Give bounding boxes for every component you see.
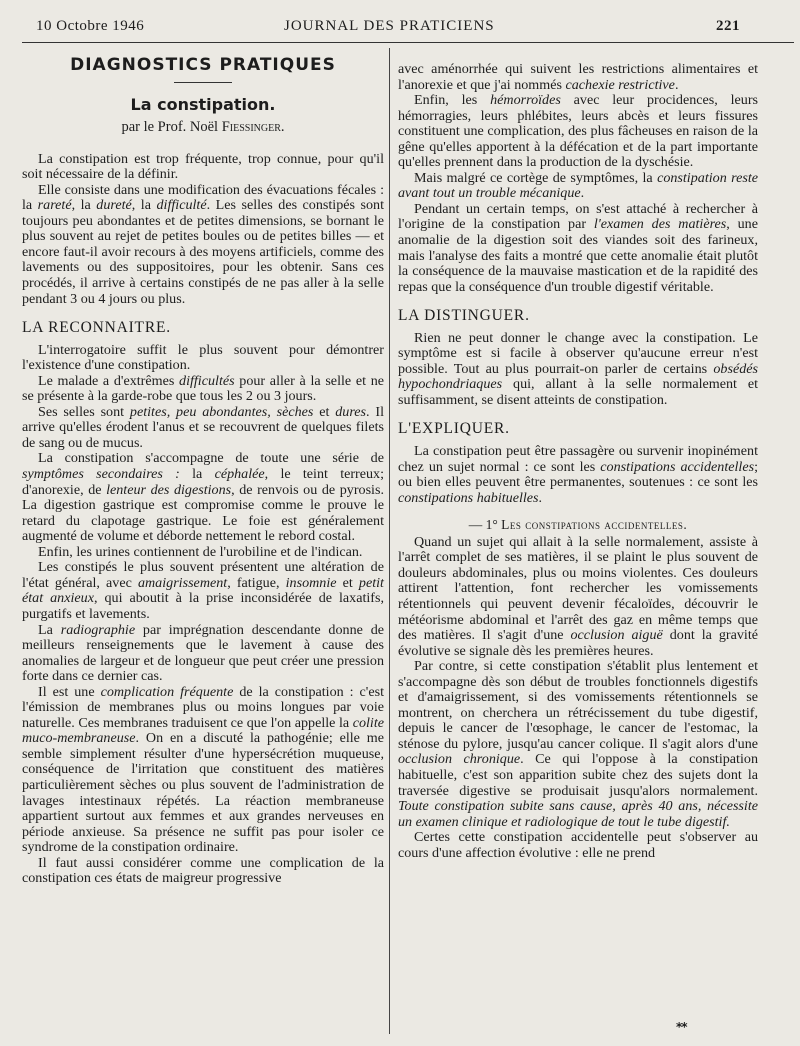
paragraph: Enfin, les urines contiennent de l'urobiline et de l'indican. — [38, 543, 363, 560]
paragraph: L'interrogatoire suffit le plus souvent pour démontrer l'existence d'une constipation. — [22, 341, 384, 374]
title-rule — [174, 82, 232, 83]
paragraph: La constipation s'accompagne de toute une série de symptômes secondaires : la céphalée, le teint terreux; d'anorexie, de lenteur des digestions, de renvois ou de pyrosis. La digestion gastrique est compromise comme le prouve le retard du clapotage gastrique. Le foie est généralement augmenté de volume et déborde nettement le rebord costal. — [22, 450, 385, 545]
paragraph: Certes cette constipation accidentelle peut s'observer au cours d'une affection évolutive : elle ne prend — [398, 829, 758, 861]
page-number: 221 — [716, 18, 740, 34]
issue-date: 10 Octobre 1946 — [36, 18, 145, 34]
heading-distinguer: LA DISTINGUER. — [398, 307, 530, 325]
author-name: Fiessinger. — [221, 119, 285, 136]
paragraph: Quand un sujet qui allait à la selle normalement, assiste à l'arrêt complet de ses matières, il se plaint le plus souvent de douleurs abdominales, plus ou moins violentes. Ces douleurs attirent l'attention, font rechercher les vomissements rétentionnels qui peuvent devenir fécaloïdes, découvrir le météorisme abdominal et l'arrêt des gaz en même temps que des matières. Il s'agit d'une occlusion aiguë dont la gravité évolutive se signale dès les premières heures. — [398, 533, 758, 659]
paragraph: Par contre, si cette constipation s'établit plus lentement et s'accompagne dès son début de troubles fonctionnels digestifs et d'amaigrissement, si des vomissements rétentionnels se montrent, on cherchera un rétrécissement du tube digestif, depuis le cancer de l'œsophage, le cancer de l'estomac, la sténose du pylore, jusqu'au cancer colique. Il s'agit alors d'une occlusion chronique. Ce qui l'oppose à la constipation habituelle, c'est son apparition subite chez des sujets dont la traversée digestive se produisait jusqu'alors normalement. Toute constipation subite sans cause, après 40 ans, nécessite un examen clinique et radiologique de tout le tube digestif. — [398, 658, 758, 830]
paragraph: Les constipés le plus souvent présentent une altération de l'état général, avec amaigrissement, fatigue, insomnie et petit état anxieux, qui aboutit à la prise inconsidérée de laxatifs, purgatifs et lavements. — [22, 559, 385, 622]
journal-name: JOURNAL DES PRATICIENS — [284, 18, 495, 34]
paragraph: Il est une complication fréquente de la constipation : c'est l'émission de membranes plus ou moins longues par voie naturelle. Ces membranes traduisent ce que l'on appelle la colite muco-membraneuse. On en a discuté la pathogénie; elle me semble simplement résulter d'une hypersécrétion muqueuse, conséquence de l'irritation que constituent des matières particulièrement sèches ou plus souvent de l'administration de lavages intestinaux répétés. La réaction membraneuse appartient surtout aux femmes et aux grandes nerveuses en période anxieuse. Sa présence ne suffit pas pour isoler ce syndrome de la constipation ordinaire. — [22, 683, 384, 856]
section-title: DIAGNOSTICS PRATIQUES — [70, 55, 336, 75]
paragraph: La constipation peut être passagère ou survenir inopinément chez un sujet normal : ce sont les constipations accidentelles; ou bien elles peuvent être permanentes, soutenues : ce sont les constipations habituelles. — [398, 443, 758, 506]
heading-expliquer: L'EXPLIQUER. — [398, 420, 510, 438]
paragraph: Mais malgré ce cortège de symptômes, la constipation reste avant tout un trouble mécanique. — [398, 169, 758, 202]
paragraph: La radiographie par imprégnation descendante donne de meilleurs renseignements que le lavement à cause des anomalies de largeur et de longueur que peut créer une pression forte dans ce dernier cas. — [22, 621, 385, 685]
right-column — [398, 62, 758, 861]
byline — [22, 120, 384, 136]
paragraph: Le malade a d'extrêmes difficultés pour aller à la selle et ne se présente à la garde-robe que tous les 2 ou 3 jours. — [22, 372, 384, 405]
paragraph: avec aménorrhée qui suivent les restrictions alimentaires et l'anorexie et que j'ai nommés cachexie restrictive. — [398, 61, 758, 93]
paragraph: Pendant un certain temps, on s'est attaché à rechercher à l'origine de la constipation par l'examen des matières, une anomalie de la digestion soit des viandes soit des farineux, mais l'analyse des faits a montré que cette anomalie était plutôt la conséquence de la mauvaise mastication et de la rapidité des repas que la conséquence d'un trouble digestif véritable. — [398, 200, 758, 295]
running-head — [36, 18, 740, 38]
continuation-mark: ** — [676, 1020, 687, 1034]
header-rule — [22, 42, 794, 43]
paragraph: Elle consiste dans une modification des évacuations fécales : la rareté, la dureté, la difficulté. Les selles des constipés sont toujours peu abondantes et de petites dimensions, se bornant le plus souvent au rejet de petites boules ou de petites billes — et encore faut-il avoir recours à des moyens artificiels, comme des lavements ou des suppositoires, pour les obtenir. Sans ces procédés, il arrive à certains constipés de ne pas aller à la selle pendant 3 ou 4 jours ou plus. — [22, 181, 384, 307]
paragraph: Rien ne peut donner le change avec la constipation. Le symptôme est si facile à observer qu'aucune erreur n'est possible. Tout au plus pourrait-on parler de certains obsédés hypochondriaques qui, allant à la selle normalement et suffisamment, se disent atteints de constipation. — [398, 329, 758, 408]
byline-prefix: par le Prof. Noël — [121, 119, 219, 136]
column-divider — [389, 48, 390, 1034]
article-title: La constipation. — [130, 94, 276, 114]
left-column — [22, 55, 385, 887]
paragraph: La constipation est trop fréquente, trop connue, pour qu'il soit nécessaire de la définir. — [22, 150, 384, 183]
paragraph: Enfin, les hémorroïdes avec leur procidences, leurs hémorragies, leurs phlébites, leurs abcès et leurs fissures constituent une complication, des plus fâcheuses en raison de la gêne qu'elles apportent à la défécation et de la part importante qu'elles prennent dans la production de la dyschésie. — [398, 92, 758, 171]
paragraph: Ses selles sont petites, peu abondantes, sèches et dures. Il arrive qu'elles érodent l'anus et se recouvrent de quelques filets de sang ou de mucus. — [22, 403, 385, 451]
paragraph: Il faut aussi considérer comme une complication de la constipation ces états de maigreur progressive — [22, 854, 384, 887]
heading-reconnaitre: LA RECONNAITRE. — [22, 319, 171, 337]
subheading-accidentelles: — 1° Les constipations accidentelles. — [468, 517, 688, 533]
